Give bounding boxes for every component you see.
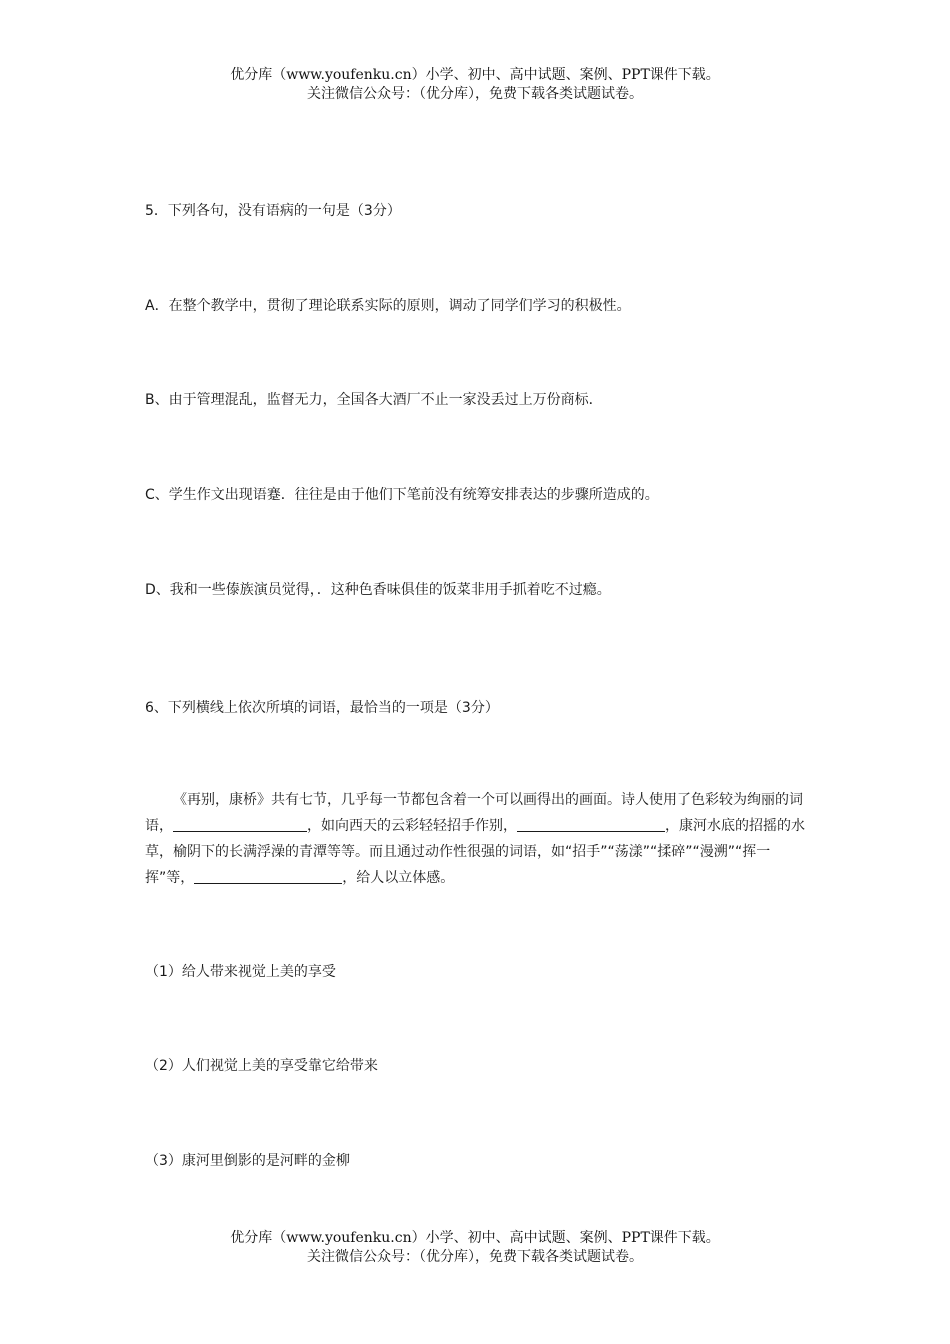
passage-part-4: ，给人以立体感。 bbox=[342, 870, 455, 886]
passage-part-2: ，如向西天的云彩轻轻招手作别， bbox=[307, 818, 517, 834]
footer-line-1: 优分库（www.youfenku.cn）小学、初中、高中试题、案例、PPT课件下载。 bbox=[230, 1230, 720, 1246]
header-line-2: 关注微信公众号：（优分库），免费下载各类试题试卷。 bbox=[307, 86, 643, 102]
header-line-1: 优分库（www.youfenku.cn）小学、初中、高中试题、案例、PPT课件下载。 bbox=[230, 67, 720, 83]
footer-line-2: 关注微信公众号：（优分库），免费下载各类试题试卷。 bbox=[307, 1249, 643, 1265]
fill-blank-1 bbox=[173, 817, 307, 832]
question-5-stem: 5．下列各句，没有语病的一句是（3分） bbox=[145, 203, 401, 219]
page-header bbox=[0, 66, 950, 104]
fill-blank-2 bbox=[517, 817, 665, 832]
page-footer bbox=[0, 1229, 950, 1267]
question-6-choice-1: （1）给人带来视觉上美的享受 bbox=[145, 964, 336, 980]
passage-part-3: ，康河水底的招摇的水草，榆阴下的长满浮澡的青潭等等。而且通过动作性很强的词语，如“招手”“荡漾”“揉碎”“漫溯”“挥一挥”等， bbox=[145, 818, 805, 886]
fill-blank-3 bbox=[194, 869, 342, 884]
question-5-option-c: C、学生作文出现语蹇．往往是由于他们下笔前没有统筹安排表达的步骤所造成的。 bbox=[145, 487, 659, 503]
passage-part-1: 《再别，康桥》共有七节，几乎每一节都包含着一个可以画得出的画面。诗人使用了色彩较为绚丽的词语， bbox=[145, 792, 803, 834]
question-6-passage bbox=[145, 787, 805, 891]
question-6-stem: 6、下列横线上依次所填的词语，最恰当的一项是（3分） bbox=[145, 700, 499, 716]
question-5-option-a: A．在整个教学中，贯彻了理论联系实际的原则，调动了同学们学习的积极性。 bbox=[145, 298, 631, 314]
question-5-option-d: D、我和一些傣族演员觉得，．这种色香味俱佳的饭菜非用手抓着吃不过瘾。 bbox=[145, 582, 611, 598]
question-6-choice-3: （3）康河里倒影的是河畔的金柳 bbox=[145, 1153, 350, 1169]
question-5-option-b: B、由于管理混乱，监督无力，全国各大酒厂不止一家没丢过上万份商标． bbox=[145, 392, 603, 408]
question-6-choice-2: （2）人们视觉上美的享受靠它给带来 bbox=[145, 1058, 378, 1074]
